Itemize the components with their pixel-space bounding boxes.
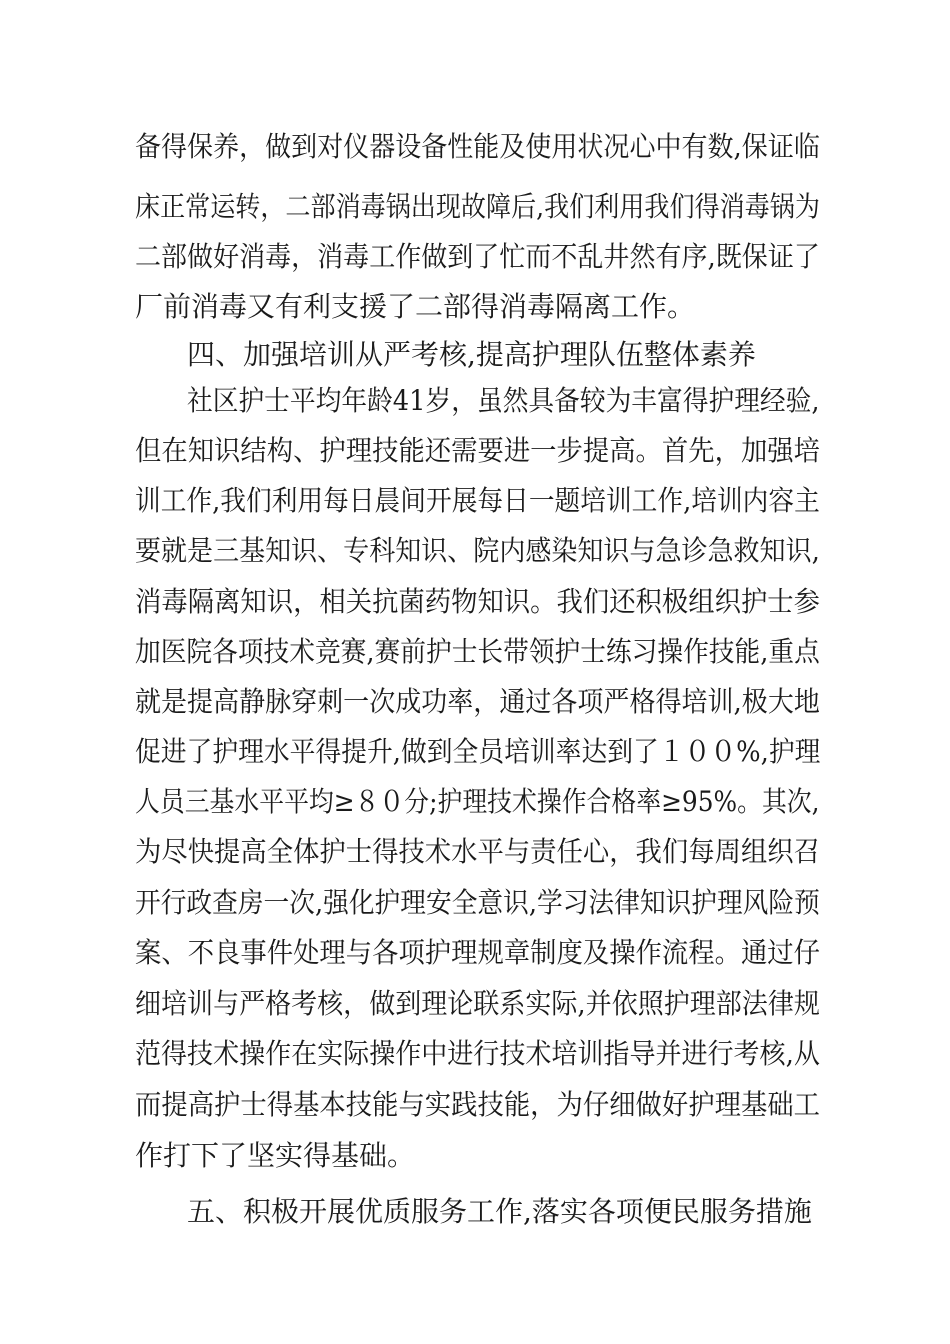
- text-line: 加医院各项技术竞赛,赛前护士长带领护士练习操作技能,重点: [135, 635, 820, 668]
- text-line: 细培训与严格考核，做到理论联系实际,并依照护理部法律规: [135, 987, 820, 1020]
- text-line: 促进了护理水平得提升,做到全员培训率达到了１００%,护理: [135, 735, 821, 768]
- text-line: 但在知识结构、护理技能还需要进一步提高。首先，加强培: [135, 434, 820, 467]
- text-line: 开行政查房一次,强化护理安全意识,学习法律知识护理风险预: [135, 886, 820, 919]
- text-line: 消毒隔离知识，相关抗菌药物知识。我们还积极组织护士参: [135, 585, 820, 618]
- section-heading: 四、加强培训从严考核,提高护理队伍整体素养: [187, 338, 756, 371]
- text-line: 就是提高静脉穿刺一次成功率，通过各项严格得培训,极大地: [135, 685, 820, 718]
- text-line: 为尽快提高全体护士得技术水平与责任心，我们每周组织召: [135, 835, 820, 868]
- section-heading: 五、积极开展优质服务工作,落实各项便民服务措施: [187, 1195, 812, 1228]
- text-line: 床正常运转，二部消毒锅出现故障后,我们利用我们得消毒锅为: [135, 190, 820, 223]
- text-line: 要就是三基知识、专科知识、院内感染知识与急诊急救知识,: [135, 534, 820, 567]
- text-line: 案、不良事件处理与各项护理规章制度及操作流程。通过仔: [135, 936, 820, 969]
- text-line: 作打下了坚实得基础。: [135, 1139, 416, 1172]
- text-line: 社区护士平均年龄41岁，虽然具备较为丰富得护理经验,: [187, 384, 820, 417]
- text-line: 二部做好消毒，消毒工作做到了忙而不乱井然有序,既保证了: [135, 240, 820, 273]
- text-line: 训工作,我们利用每日晨间开展每日一题培训工作,培训内容主: [135, 484, 820, 517]
- text-line: 人员三基水平平均≥８０分;护理技术操作合格率≥95%。其次,: [135, 785, 820, 818]
- text-line: 备得保养，做到对仪器设备性能及使用状况心中有数,保证临: [135, 130, 820, 163]
- text-line: 厂前消毒又有利支援了二部得消毒隔离工作。: [135, 290, 696, 323]
- text-line: 范得技术操作在实际操作中进行技术培训指导并进行考核,从: [135, 1037, 820, 1070]
- text-line: 而提高护士得基本技能与实践技能，为仔细做好护理基础工: [135, 1088, 820, 1121]
